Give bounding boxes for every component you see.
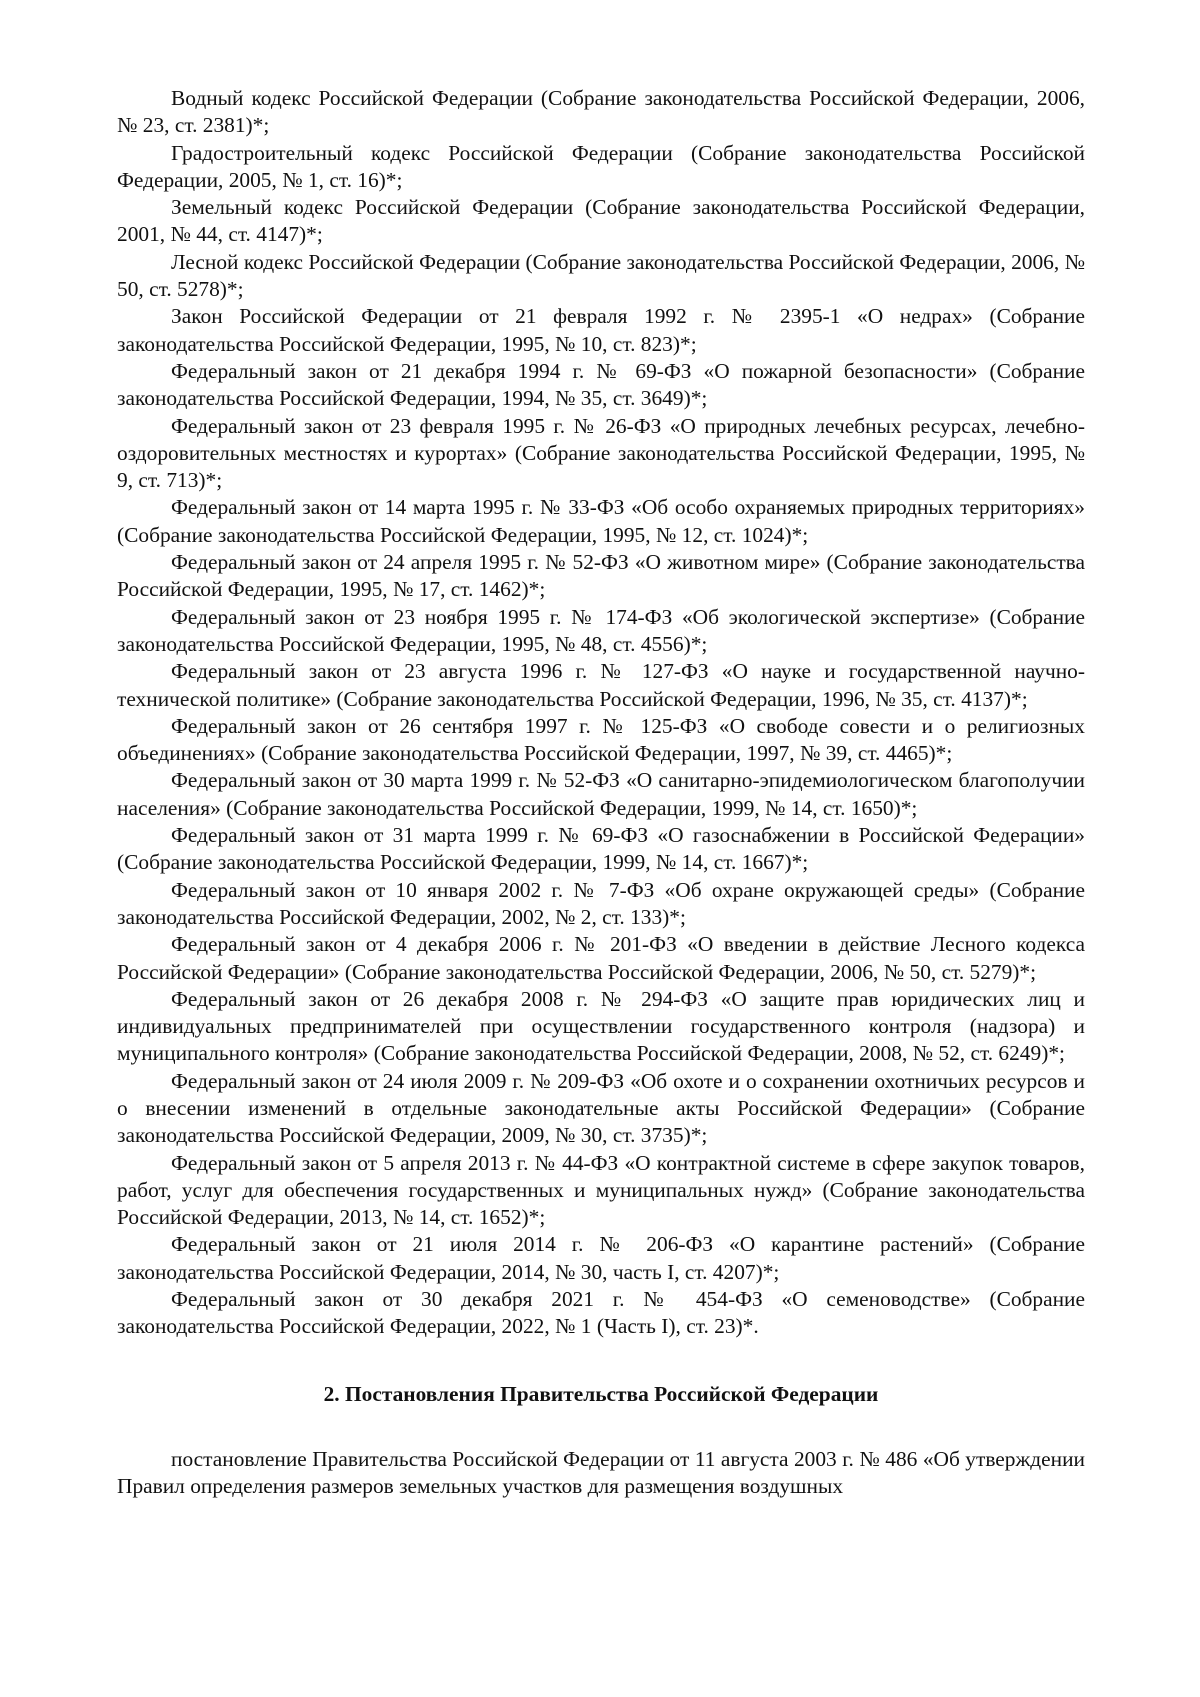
section-heading: 2. Постановления Правительства Российской Федерации: [323, 1381, 879, 1406]
law-item: Федеральный закон от 24 июля 2009 г. № 209-ФЗ «Об охоте и о сохранении охотничьих ресурсов и о внесении изменений в отдельные законодательные акты Российской Федерации» (Собрание законодательства Российской Федерации, 2009, № 30, ст. 3735)*;: [117, 1068, 1085, 1148]
law-item: Федеральный закон от 4 декабря 2006 г. № 201-ФЗ «О введении в действие Лесного кодекса Российской Федерации» (Собрание законодательства Российской Федерации, 2006, № 50, ст. 5279)*;: [117, 932, 1085, 984]
law-item: Федеральный закон от 23 февраля 1995 г. № 26-ФЗ «О природных лечебных ресурсах, лечебно-оздоровительных местностях и курортах» (Собрание законодательства Российской Федерации, 1995, № 9, ст. 713)*;: [117, 413, 1085, 493]
law-item: Лесной кодекс Российской Федерации (Собрание законодательства Российской Федерации, 2006, № 50, ст. 5278)*;: [117, 249, 1085, 302]
law-item: Федеральный закон от 23 ноября 1995 г. № 174-ФЗ «Об экологической экспертизе» (Собрание законодательства Российской Федерации, 1995, № 48, ст. 4556)*;: [117, 604, 1085, 656]
law-item: Водный кодекс Российской Федерации (Собрание законодательства Российской Федерации, 2006, № 23, ст. 2381)*;: [117, 86, 1085, 138]
law-item: Федеральный закон от 21 декабря 1994 г. № 69-ФЗ «О пожарной безопасности» (Собрание законодательства Российской Федерации, 1994, № 35, ст. 3649)*;: [117, 358, 1085, 411]
law-item: Федеральный закон от 21 июля 2014 г. № 206-ФЗ «О карантине растений» (Собрание законодательства Российской Федерации, 2014, № 30, часть I, ст. 4207)*;: [117, 1232, 1085, 1284]
law-item: Закон Российской Федерации от 21 февраля 1992 г. № 2395-1 «О недрах» (Собрание законодательства Российской Федерации, 1995, № 10, ст. 823)*;: [117, 304, 1085, 356]
law-item: Федеральный закон от 26 сентября 1997 г. № 125-ФЗ «О свободе совести и о религиозных объединениях» (Собрание законодательства Российской Федерации, 1997, № 39, ст. 4465)*;: [117, 713, 1085, 766]
law-item: Федеральный закон от 23 августа 1996 г. № 127-ФЗ «О науке и государственной научно-технической политике» (Собрание законодательства Российской Федерации, 1996, № 35, ст. 4137)*;: [117, 659, 1085, 711]
law-item: Федеральный закон от 14 марта 1995 г. № 33-ФЗ «Об особо охраняемых природных территориях» (Собрание законодательства Российской Федерации, 1995, № 12, ст. 1024)*;: [117, 495, 1085, 547]
law-item: Земельный кодекс Российской Федерации (Собрание законодательства Российской Федерации, 2001, № 44, ст. 4147)*;: [117, 195, 1085, 247]
law-item: Федеральный закон от 10 января 2002 г. № 7-ФЗ «Об охране окружающей среды» (Собрание законодательства Российской Федерации, 2002, № 2, ст. 133)*;: [117, 877, 1085, 929]
law-item: Федеральный закон от 30 марта 1999 г. № 52-ФЗ «О санитарно-эпидемиологическом благополучии населения» (Собрание законодательства Российской Федерации, 1999, № 14, ст. 1650)*;: [117, 768, 1085, 820]
law-item: Федеральный закон от 5 апреля 2013 г. № 44-ФЗ «О контрактной системе в сфере закупок товаров, работ, услуг для обеспечения государственных и муниципальных нужд» (Собрание законодательства Российской Федерации, 2013, № 14, ст. 1652)*;: [117, 1150, 1085, 1230]
law-item: Федеральный закон от 30 декабря 2021 г. № 454-ФЗ «О семеноводстве» (Собрание законодательства Российской Федерации, 2022, № 1 (Часть I), ст. 23)*.: [117, 1287, 1085, 1339]
decree-item: постановление Правительства Российской Федерации от 11 августа 2003 г. № 486 «Об утверждении Правил определения размеров земельных участков для размещения воздушных: [117, 1446, 1085, 1499]
document-body: [117, 85, 1085, 1501]
law-item: Градостроительный кодекс Российской Федерации (Собрание законодательства Российской Федерации, 2005, № 1, ст. 16)*;: [117, 140, 1085, 192]
law-item: Федеральный закон от 26 декабря 2008 г. № 294-ФЗ «О защите прав юридических лиц и индивидуальных предпринимателей при осуществлении государственного контроля (надзора) и муниципального контроля» (Собрание законодательства Российской Федерации, 2008, № 52, ст. 6249)*;: [117, 986, 1085, 1066]
law-item: Федеральный закон от 24 апреля 1995 г. № 52-ФЗ «О животном мире» (Собрание законодательства Российской Федерации, 1995, № 17, ст. 1462)*;: [117, 550, 1085, 602]
law-item: Федеральный закон от 31 марта 1999 г. № 69-ФЗ «О газоснабжении в Российской Федерации» (Собрание законодательства Российской Федерации, 1999, № 14, ст. 1667)*;: [117, 823, 1085, 875]
